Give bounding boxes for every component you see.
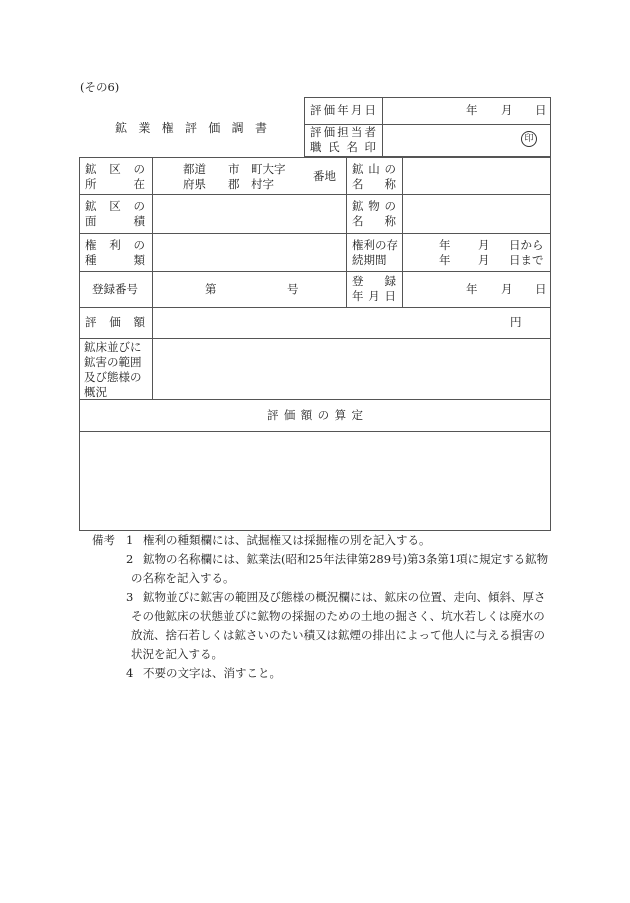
note-3-line-4: 状況を記入する。 [131,647,223,661]
to-year: 年 [439,253,451,267]
seal-mark-icon: 印 [521,131,537,147]
row-line [79,194,551,195]
from-day: 日から [509,238,544,252]
note-1-num: 1 [126,533,134,547]
mine-name-label-2: 名 称 [352,177,396,191]
from-month: 月 [478,238,490,252]
header-divider-v [382,97,383,157]
reg-no-go: 号 [287,282,299,296]
eval-day: 日 [535,103,547,117]
form-number: (その6) [80,80,120,94]
row-line [79,233,551,234]
reg-date-label-1: 登 録 [352,274,396,288]
evaluator-label-1: 評 価 担 当 者 [310,125,376,139]
area-label-2: 面 積 [85,214,145,228]
mine-name-label-1: 鉱 山 の [352,162,396,176]
row-line [79,399,551,400]
duration-label-2: 続期間 [352,253,387,267]
row-line [79,338,551,339]
addr-todo: 都道 [183,162,206,176]
mineral-label-1: 鉱 物 の [352,199,396,213]
to-month: 月 [478,253,490,267]
reg-month: 月 [501,282,513,296]
note-2-line-1: 鉱物の名称欄には、鉱業法(昭和25年法律第289号)第3条第1項に規定する鉱物 [143,552,549,566]
evaluator-label-2: 職 氏 名 印 [310,140,376,154]
note-3-num: 3 [126,590,134,604]
notes-heading: 備考 [92,533,115,547]
note-3-line-1: 鉱物並びに鉱害の範囲及び態様の概況欄には、鉱床の位置、走向、傾斜、厚さ [143,590,546,604]
addr-chouoaza: 町大字 [251,162,286,176]
reg-no-label: 登録番号 [92,282,138,296]
row-line [79,271,551,272]
value-label: 評 価 額 [85,315,145,329]
duration-label-1: 権利の存 [352,238,398,252]
deposit-label-2: 鉱害の範囲 [84,355,142,369]
eval-date-label: 評 価 年 月 日 [310,103,376,117]
eval-month: 月 [501,103,513,117]
mineral-label-2: 名 称 [352,214,396,228]
reg-date-label-2: 年 月 日 [352,289,396,303]
note-3-line-3: 放流、捨石若しくは鉱さいのたい積又は鉱煙の排出によって他人に与える損害の [131,628,545,642]
main-table [79,157,551,531]
note-2-line-2: の名称を記入する。 [131,571,235,585]
yen-unit: 円 [510,315,522,329]
note-4-num: 4 [126,666,134,680]
deposit-label-3: 及び態様の [84,370,142,384]
area-label-1: 鉱 区 の [85,199,145,213]
from-year: 年 [439,238,451,252]
col-line [152,157,153,399]
col-line [402,157,403,307]
note-1: 権利の種類欄には、試掘権又は採掘権の別を記入する。 [143,533,431,547]
note-2-num: 2 [126,552,134,566]
document-title: 鉱 業 権 評 価 調 書 [115,121,267,135]
row-line [79,307,551,308]
note-3-line-2: その他鉱床の状態並びに鉱物の採掘のための土地の掘さく、坑水若しくは廃水の [131,609,545,623]
addr-shi: 市 [228,162,240,176]
addr-sonaza: 村字 [251,177,274,191]
right-type-label-1: 権 利 の [85,238,145,252]
reg-no-dai: 第 [205,282,217,296]
addr-gun: 郡 [228,177,240,191]
deposit-label-1: 鉱床並びに [84,340,142,354]
location-label-2: 所 在 [85,177,145,191]
addr-banchi: 番地 [313,169,336,183]
row-line [79,431,551,432]
note-4: 不要の文字は、消すこと。 [143,666,281,680]
addr-fuken: 府県 [183,177,206,191]
reg-day: 日 [535,282,547,296]
right-type-label-2: 種 類 [85,253,145,267]
eval-year: 年 [466,103,478,117]
col-line [346,157,347,307]
reg-year: 年 [466,282,478,296]
location-label-1: 鉱 区 の [85,162,145,176]
deposit-label-4: 概況 [84,385,107,399]
to-day: 日まで [509,253,544,267]
calc-label: 評 価 額 の 算 定 [267,408,363,422]
